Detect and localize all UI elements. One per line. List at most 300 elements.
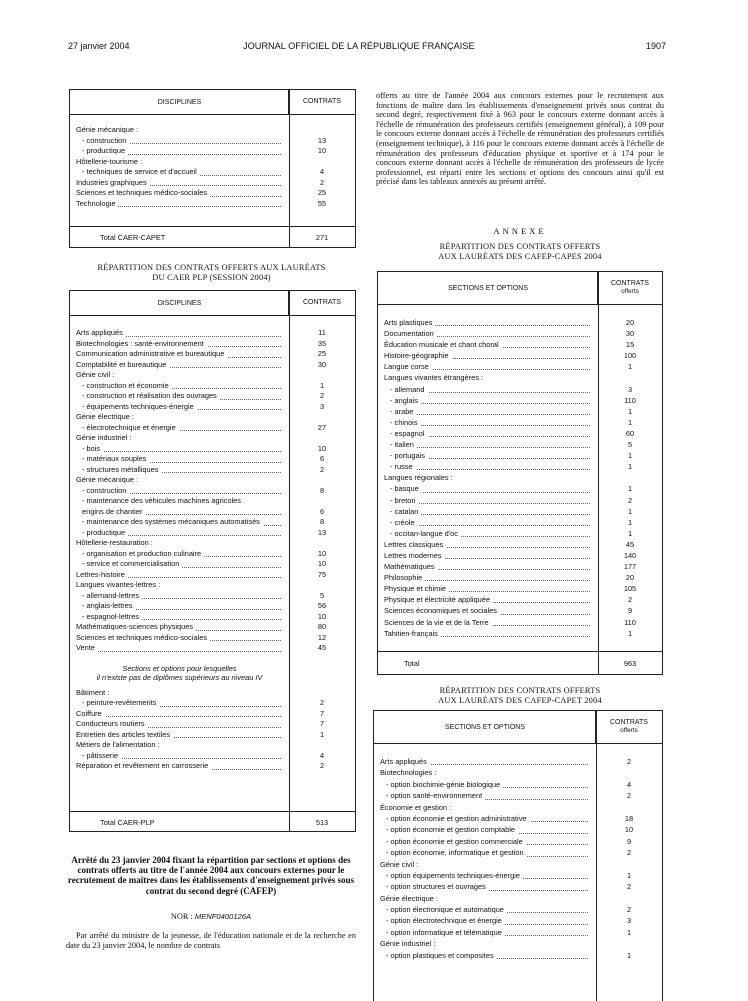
row-value: 105 [623, 584, 637, 594]
row-label: Génie électrique : [76, 412, 137, 423]
row-label: - catalan [390, 506, 421, 517]
table-row [374, 813, 662, 824]
table-row [378, 528, 662, 539]
row-value: 4 [626, 779, 632, 789]
row-value: 18 [624, 813, 634, 823]
row-label: - maintenance des systèmes mécaniques automatisés [82, 517, 263, 528]
table-row [378, 561, 662, 572]
row-value: 3 [627, 384, 633, 394]
row-label: Mathématiques-sciences physiques [76, 622, 196, 633]
table-row [378, 339, 662, 350]
table-row [70, 465, 355, 476]
table-row [378, 417, 662, 428]
dot-leader [76, 716, 281, 717]
annexe-heading: ANNEXE [493, 226, 547, 236]
table-row [70, 402, 355, 413]
contrats-label: CONTRATS [611, 280, 649, 287]
row-label: - option structures et ouvrages [386, 881, 489, 892]
table-row [378, 317, 662, 328]
row-label: Génie civil : [380, 859, 421, 870]
row-value: 3 [319, 401, 325, 411]
row-value: 7 [319, 708, 325, 718]
row-label: - anglais-lettres [82, 601, 136, 612]
row-value: 56 [317, 601, 327, 610]
row-value: 100 [623, 351, 637, 361]
row-value: 177 [623, 562, 637, 572]
row-value: 2 [627, 495, 633, 505]
row-label: - option électronique et automatique [386, 904, 507, 915]
row-value: 1 [626, 927, 632, 937]
row-value: 75 [317, 569, 327, 579]
table-row [70, 167, 355, 178]
row-label: - espagnol-lettres [82, 612, 142, 623]
table-row [378, 517, 662, 528]
row-label: - option informatique et télématique [386, 927, 505, 938]
dot-leader [390, 525, 590, 526]
table-row [70, 622, 355, 633]
row-value: 2 [627, 595, 633, 605]
table-row [374, 870, 662, 881]
table-row [374, 938, 662, 949]
row-label: - occitan-langue d'oc [390, 528, 461, 539]
row-value: 27 [317, 422, 327, 432]
row-label: Histoire-géographie [384, 350, 452, 361]
row-label: Biotechnologies : santé-environnement [76, 339, 207, 350]
row-value: 45 [625, 539, 635, 549]
row-value: 1 [626, 870, 632, 880]
row-label: Physique et électricité appliquée [384, 594, 493, 605]
title-line: AUX LAURÉATS DES CAFEP-CAPET 2004 [438, 696, 602, 705]
row-label: Technologie [76, 199, 118, 210]
row-value: 1 [627, 417, 633, 427]
table-row [374, 756, 662, 767]
table-row [70, 507, 355, 518]
table-row [70, 188, 355, 199]
row-label: Lettres modernes [384, 550, 445, 561]
title-line: AUX LAURÉATS DES CAFEP-CAPES 2004 [438, 252, 602, 261]
row-label: Mathématiques [384, 561, 438, 572]
table-row [378, 617, 662, 628]
table-row [70, 349, 355, 360]
row-label: - italien [390, 439, 417, 450]
row-label: Documentation [384, 328, 437, 339]
row-label: - productique [82, 146, 128, 157]
row-label: - peinture-revêtements [82, 698, 159, 709]
table-row [70, 454, 355, 465]
row-label: Arts appliqués [380, 756, 430, 767]
table-row [378, 395, 662, 406]
row-value: 110 [624, 395, 636, 405]
row-label: Lettres classiques [384, 539, 446, 550]
row-value: 5 [627, 440, 633, 450]
table-row [378, 461, 662, 472]
table-row [378, 372, 662, 383]
row-label: Génie électrique : [380, 893, 441, 904]
table-row [378, 439, 662, 450]
table-row [70, 475, 355, 486]
table-row [378, 550, 662, 561]
row-label: Langues vivantes étrangères : [384, 372, 486, 383]
row-value: 25 [317, 188, 327, 197]
column-header-sections: SECTIONS ET OPTIONS [445, 723, 525, 731]
table-row [70, 391, 355, 402]
row-value: 4 [319, 167, 325, 176]
row-label: Réparation et revêtement en carrosserie [76, 761, 211, 772]
arrete-title: Arrêté du 23 janvier 2004 fixant la répartition par sections et options des contrats offerts au titre de l'année 2004 aux concours externes pour le recrutement de maîtres dans les établissements d'enseignement privés sous contrat du second degré (CAFEP) [67, 855, 355, 896]
row-value: 1 [627, 362, 633, 372]
title-caer-plp [69, 263, 354, 283]
table-row [70, 730, 355, 741]
total-label: Total CAER-CAPET [100, 233, 166, 242]
dot-leader [76, 651, 281, 652]
row-label: - chinois [390, 417, 421, 428]
row-value: 20 [625, 318, 635, 327]
dot-leader [390, 469, 590, 470]
row-label: - équipements techniques-énergie [82, 402, 197, 413]
row-label: - organisation et production culinaire [82, 549, 204, 560]
row-value: 30 [625, 329, 635, 339]
table-row [70, 751, 355, 762]
table-row [374, 824, 662, 835]
header-page-number: 1907 [646, 41, 667, 51]
row-label: Bâtiment : [76, 688, 112, 699]
column-header-contrats [595, 711, 662, 743]
nor-label: NOR : [170, 912, 193, 921]
table-cafep-capet [373, 710, 663, 1001]
table-row [378, 472, 662, 483]
table-row [374, 836, 662, 847]
row-value: 1 [627, 517, 633, 527]
row-value: 15 [625, 340, 635, 350]
title-cafep-capet [376, 686, 664, 706]
row-value: 9 [627, 606, 633, 616]
column-header-contrats: CONTRATS [288, 291, 355, 315]
row-label: - option économie et gestion administrative [386, 813, 530, 824]
table-row [70, 559, 355, 570]
row-label: Hôtellerie-restauration : [76, 538, 156, 549]
row-label: Sciences de la vie et de la Terre [384, 617, 492, 628]
row-label: - construction et réalisation des ouvrages [82, 391, 220, 402]
row-label: - maintenance des véhicules machines agricoles [82, 496, 244, 507]
table-row [70, 157, 355, 168]
title-cafep-capes [376, 242, 664, 262]
row-value: 30 [317, 359, 327, 369]
row-value: 4 [319, 750, 325, 760]
row-value: 1 [319, 380, 325, 390]
row-label: Arts plastiques [384, 317, 435, 328]
row-value: 1 [627, 506, 633, 516]
row-label: - option économie et gestion comptable [386, 824, 518, 835]
row-label: - option économie et gestion commerciale [386, 836, 526, 847]
table-row [374, 927, 662, 938]
table-row [378, 483, 662, 494]
row-value: 1 [627, 406, 633, 416]
row-value: 55 [317, 198, 327, 208]
row-label: Économie et gestion : [380, 802, 454, 813]
table-row [378, 572, 662, 583]
column-header-disciplines: DISCIPLINES [157, 98, 202, 106]
row-label: Coiffure [76, 709, 105, 720]
table-row [70, 633, 355, 644]
row-label: - électrotechnique et énergie [82, 423, 179, 434]
table-row [378, 594, 662, 605]
row-label: Philosophie [384, 572, 425, 583]
table-row [70, 528, 355, 539]
row-value: 140 [623, 550, 637, 560]
row-value: 13 [317, 527, 327, 537]
row-label: Langues vivantes-lettres : [76, 580, 163, 591]
row-value: 9 [626, 836, 632, 846]
table-row [70, 444, 355, 455]
table-row [378, 628, 662, 639]
row-label: - option biochimie-génie biologique [386, 779, 503, 790]
row-value: 1 [627, 528, 633, 538]
table-row [374, 904, 662, 915]
row-value: 2 [626, 791, 632, 801]
total-label: Total [404, 658, 420, 668]
row-label: - bois [82, 444, 103, 455]
header-title: JOURNAL OFFICIEL DE LA RÉPUBLIQUE FRANÇAISE [243, 41, 475, 51]
row-value: 20 [625, 573, 635, 583]
row-label: - basque [390, 483, 422, 494]
table-row [70, 761, 355, 772]
table-row [378, 506, 662, 517]
table-caer-capet [69, 89, 356, 248]
table-row [378, 495, 662, 506]
dot-leader [390, 447, 590, 448]
row-label: Conducteurs routiers [76, 719, 148, 730]
table-row [374, 915, 662, 926]
row-label: - matériaux souples [82, 454, 150, 465]
row-label: Industries graphiques [76, 178, 150, 189]
table-row [70, 146, 355, 157]
table-row [70, 381, 355, 392]
row-value: 2 [319, 177, 325, 187]
row-label: Entretien des articles textiles [76, 730, 173, 741]
table-row [378, 406, 662, 417]
table-row [70, 339, 355, 350]
header-date: 27 janvier 2004 [68, 41, 130, 51]
row-label: Métiers de l'alimentation : [76, 740, 163, 751]
title-line: RÉPARTITION DES CONTRATS OFFERTS AUX LAURÉATS [97, 263, 326, 272]
column-header-disciplines: DISCIPLINES [157, 299, 202, 307]
offerts-label: offerts [620, 727, 638, 734]
dot-leader [390, 414, 590, 415]
row-label: - option plastiques et composites [386, 950, 497, 961]
row-label: Génie mécanique : [76, 475, 141, 486]
table-row [378, 428, 662, 439]
row-label: - allemand-lettres [82, 591, 142, 602]
table-row [70, 433, 355, 444]
row-value: 8 [319, 517, 325, 526]
row-label: engins de chantier [82, 507, 145, 518]
contrats-label: CONTRATS [610, 719, 648, 726]
table-row [378, 350, 662, 361]
table-row [70, 549, 355, 560]
row-label: - option équipements techniques-énergie [386, 870, 523, 881]
row-label: - productique [82, 528, 128, 539]
row-label: Langues régionales : [384, 472, 456, 483]
table-row [70, 591, 355, 602]
row-label: Génie industriel : [380, 938, 438, 949]
table-row [70, 688, 355, 699]
row-value: 5 [319, 590, 325, 600]
row-value: 10 [317, 611, 327, 621]
title-line: RÉPARTITION DES CONTRATS OFFERTS [439, 242, 601, 251]
table-row [70, 580, 355, 591]
row-label: - arabe [390, 406, 416, 417]
row-label: - construction et économie [82, 381, 172, 392]
row-value: 1 [627, 628, 633, 638]
row-value: 2 [626, 757, 632, 766]
table-row [70, 370, 355, 381]
table-row [374, 802, 662, 813]
row-label: - option économie, informatique et gestion [386, 847, 527, 858]
table-row [378, 361, 662, 372]
table-row [70, 486, 355, 497]
row-value: 1 [627, 451, 633, 461]
row-value: 45 [317, 643, 327, 652]
total-label: Total CAER-PLP [100, 817, 155, 827]
row-label: - construction [82, 136, 129, 147]
table-row [378, 384, 662, 395]
row-value: 7 [319, 719, 325, 728]
nor-reference [66, 912, 356, 921]
table-row [70, 517, 355, 528]
row-label: - techniques de service et d'accueil [82, 167, 200, 178]
row-label: - espagnol [390, 428, 428, 439]
row-label: Éducation musicale et chant choral [384, 339, 502, 350]
right-column-paragraph: offerts au titre de l'année 2004 aux concours externes pour le recrutement aux fonctions de maître dans les établissements d'enseignement privés sous contrat du second degré, respectivement fixé à 963 pour le concours externe donnant accès à l'échelle de rémunération des professeurs certifiés (enseignement général), à 109 pour le concours externe donnant accès à l'échelle de rémunération des professeurs certifiés (enseignement technique), à 116 pour le concours externe donnant accès à l'échelle de rémunération des professeurs d'éducation physique et sportive et à 174 pour le concours externe donnant accès à l'échelle de rémunération des professeurs de lycée professionnel, est réparti entre les sections et options des concours ainsi qu'il est précisé dans les tableaux annexés au présent arrêté. [376, 91, 664, 187]
table-row [378, 583, 662, 594]
row-label: - pâtisserie [82, 751, 121, 762]
row-value: 11 [318, 328, 326, 337]
table-row [70, 601, 355, 612]
row-label: Sciences et techniques médico-sociales [76, 633, 210, 644]
row-label: Langue corse [384, 361, 432, 372]
row-label: Vente [76, 643, 98, 654]
row-label: Sciences et techniques médico-sociales [76, 188, 210, 199]
table-row [374, 893, 662, 904]
table-row [70, 328, 355, 339]
table-row [378, 539, 662, 550]
table-row [70, 125, 355, 136]
table-row [70, 412, 355, 423]
row-label: - anglais [390, 395, 421, 406]
row-label: Communication administrative et bureautique [76, 349, 227, 360]
row-value: 2 [319, 761, 325, 770]
table-row [70, 698, 355, 709]
row-label: Génie civil : [76, 370, 117, 381]
table-row [70, 612, 355, 623]
row-value: 80 [317, 622, 327, 631]
row-label: - service et commercialisation [82, 559, 182, 570]
row-value: 10 [317, 443, 327, 453]
column-header-contrats [597, 272, 662, 304]
table-row [70, 199, 355, 210]
table-row [374, 847, 662, 858]
row-label: - option santé-environnement [386, 790, 485, 801]
row-value: 2 [626, 905, 632, 915]
row-label: - allemand [390, 384, 428, 395]
table-row [70, 423, 355, 434]
total-value: 963 [623, 658, 637, 668]
table-row [70, 709, 355, 720]
row-value: 13 [317, 135, 327, 145]
table-row [374, 950, 662, 961]
row-value: 6 [319, 454, 325, 463]
table-row [70, 643, 355, 654]
row-label: Physique et chimie [384, 583, 449, 594]
total-value: 513 [315, 817, 329, 827]
table-row [70, 178, 355, 189]
table-row [70, 740, 355, 751]
row-label: - créole [390, 517, 418, 528]
note-line: il n'existe pas de diplômes supérieurs au niveau IV [96, 672, 263, 682]
title-line: DU CAER PLP (SESSION 2004) [152, 273, 271, 282]
dot-leader [390, 503, 590, 504]
row-label: Arts appliqués [76, 328, 126, 339]
table-row [70, 538, 355, 549]
note-line: Sections et options pour lesquelles [122, 663, 237, 673]
row-label: - structures métalliques [82, 465, 161, 476]
row-value: 25 [317, 349, 327, 358]
table-row [374, 859, 662, 870]
row-value: 6 [319, 506, 325, 516]
row-value: 2 [626, 848, 632, 858]
table-row [378, 328, 662, 339]
row-value: 35 [317, 338, 327, 348]
row-value: 10 [317, 548, 327, 558]
row-label: Comptabilité et bureautique [76, 360, 169, 371]
row-value: 2 [319, 391, 325, 400]
column-header-sections: SECTIONS ET OPTIONS [448, 284, 528, 292]
table-caer-plp [69, 290, 356, 832]
table-row [374, 881, 662, 892]
row-value: 10 [317, 559, 327, 568]
row-value: 2 [319, 464, 325, 474]
row-label: - breton [390, 495, 418, 506]
row-value: 1 [319, 729, 325, 739]
table-row [70, 570, 355, 581]
title-line: RÉPARTITION DES CONTRATS OFFERTS [439, 686, 601, 695]
row-label: - russe [390, 461, 416, 472]
row-value: 2 [626, 882, 632, 892]
nor-value: MENF0400126A [194, 912, 252, 921]
table-row [70, 719, 355, 730]
row-value: 3 [626, 916, 632, 926]
row-label: - option électrotechnique et énergie [386, 915, 505, 926]
row-label: - construction [82, 486, 129, 497]
row-value: 1 [627, 462, 633, 472]
row-value: 1 [627, 484, 633, 494]
table-row [374, 767, 662, 778]
row-value: 1 [626, 950, 632, 960]
row-label: Hôtellerie-tourisme : [76, 157, 145, 168]
offerts-label: offerts [621, 288, 639, 295]
row-value: 12 [317, 632, 327, 642]
row-label: Sciences économiques et sociales [384, 605, 500, 616]
table-row [378, 605, 662, 616]
table-cafep-capes [377, 271, 663, 675]
row-label: - portugais [390, 450, 428, 461]
dot-leader [82, 451, 281, 452]
row-label: Génie mécanique : [76, 125, 141, 136]
table-row [374, 779, 662, 790]
row-value: 110 [624, 617, 636, 627]
table-row [70, 496, 355, 507]
table-row [70, 360, 355, 371]
